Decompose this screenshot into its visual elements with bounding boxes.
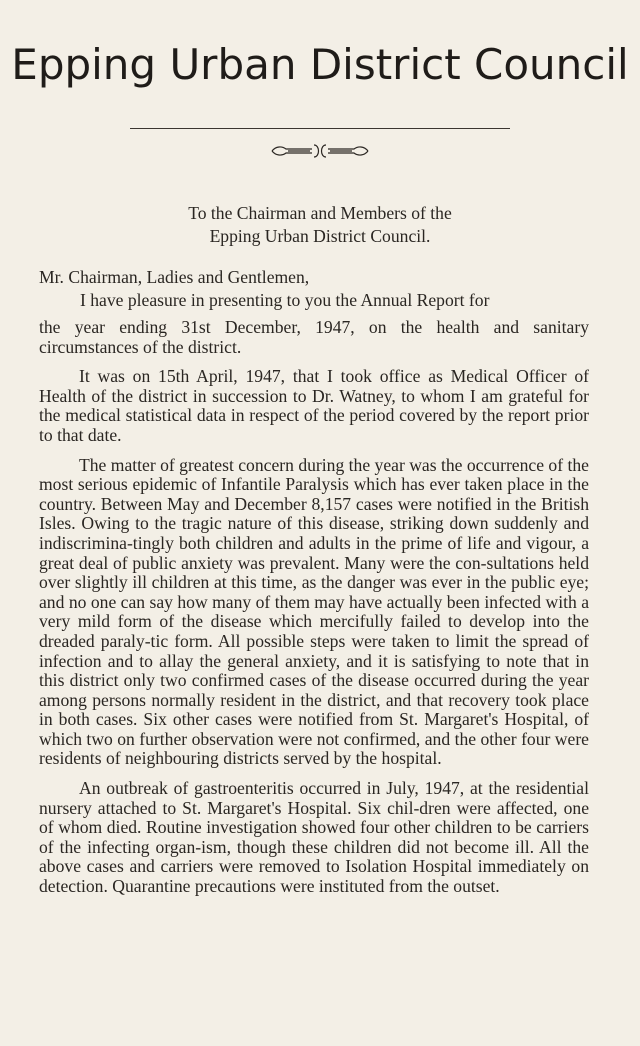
opening-line: I have pleasure in presenting to you the Annual Report for (80, 290, 490, 310)
addressee-line: Epping Urban District Council. (209, 226, 431, 246)
salutation: Mr. Chairman, Ladies and Gentlemen, (39, 267, 310, 287)
opening-continuation: the year ending 31st December, 1947, on the health and sanitary circumstances of the district. (39, 317, 589, 357)
addressee-block (0, 202, 640, 248)
paragraph-infantile-paralysis: The matter of greatest concern during the year was the occurrence of the most serious epidemic of Infantile Paralysis which has ever taken place in the country. Between May and December 8,157 cases were notified in the British Isles. Owing to the tragic nature of this disease, striking down suddenly and indiscrimina-tingly both children and adults in the prime of life and vigour, a great deal of public anxiety was prevalent. Many were the con-sultations held over slightly ill children at this time, as the danger was ever in the public eye; and no one can say how many of them may have actually been infected with a very mild form of the disease which mercifully failed to develop into the dreaded paraly-tic form. All possible steps were taken to limit the spread of infection and to allay the general anxiety, and it is satisfying to note that in this district only two confirmed cases of the disease occurred during the year among persons normally resident in the district, and that recovery took place in both cases. Six other cases were notified from St. Margaret's Hospital, of which two on further observation were not confirmed, and the other four were residents of neighbouring districts served by the hospital. (39, 454, 589, 769)
title-divider (130, 128, 510, 129)
salutation-block (39, 266, 599, 312)
ornament-divider (268, 140, 372, 162)
page-title: Epping Urban District Council (11, 40, 629, 89)
report-body (39, 318, 589, 897)
paragraph-gastroenteritis: An outbreak of gastroenteritis occurred in July, 1947, at the residential nursery attached to St. Margaret's Hospital. Six chil-dren were affected, one of whom died. Routine investigation showed four other children to be carriers of the infecting organ-ism, though these children did not become ill. All the above cases and carriers were removed to Isolation Hospital immediately on detection. Quarantine precautions were instituted from the outset. (39, 778, 589, 897)
paragraph-appointment: It was on 15th April, 1947, that I took office as Medical Officer of Health of the district in succession to Dr. Watney, to whom I am grateful for the medical statistical data in respect of the period covered by the report prior to that date. (39, 366, 589, 445)
addressee-line: To the Chairman and Members of the (188, 203, 452, 223)
